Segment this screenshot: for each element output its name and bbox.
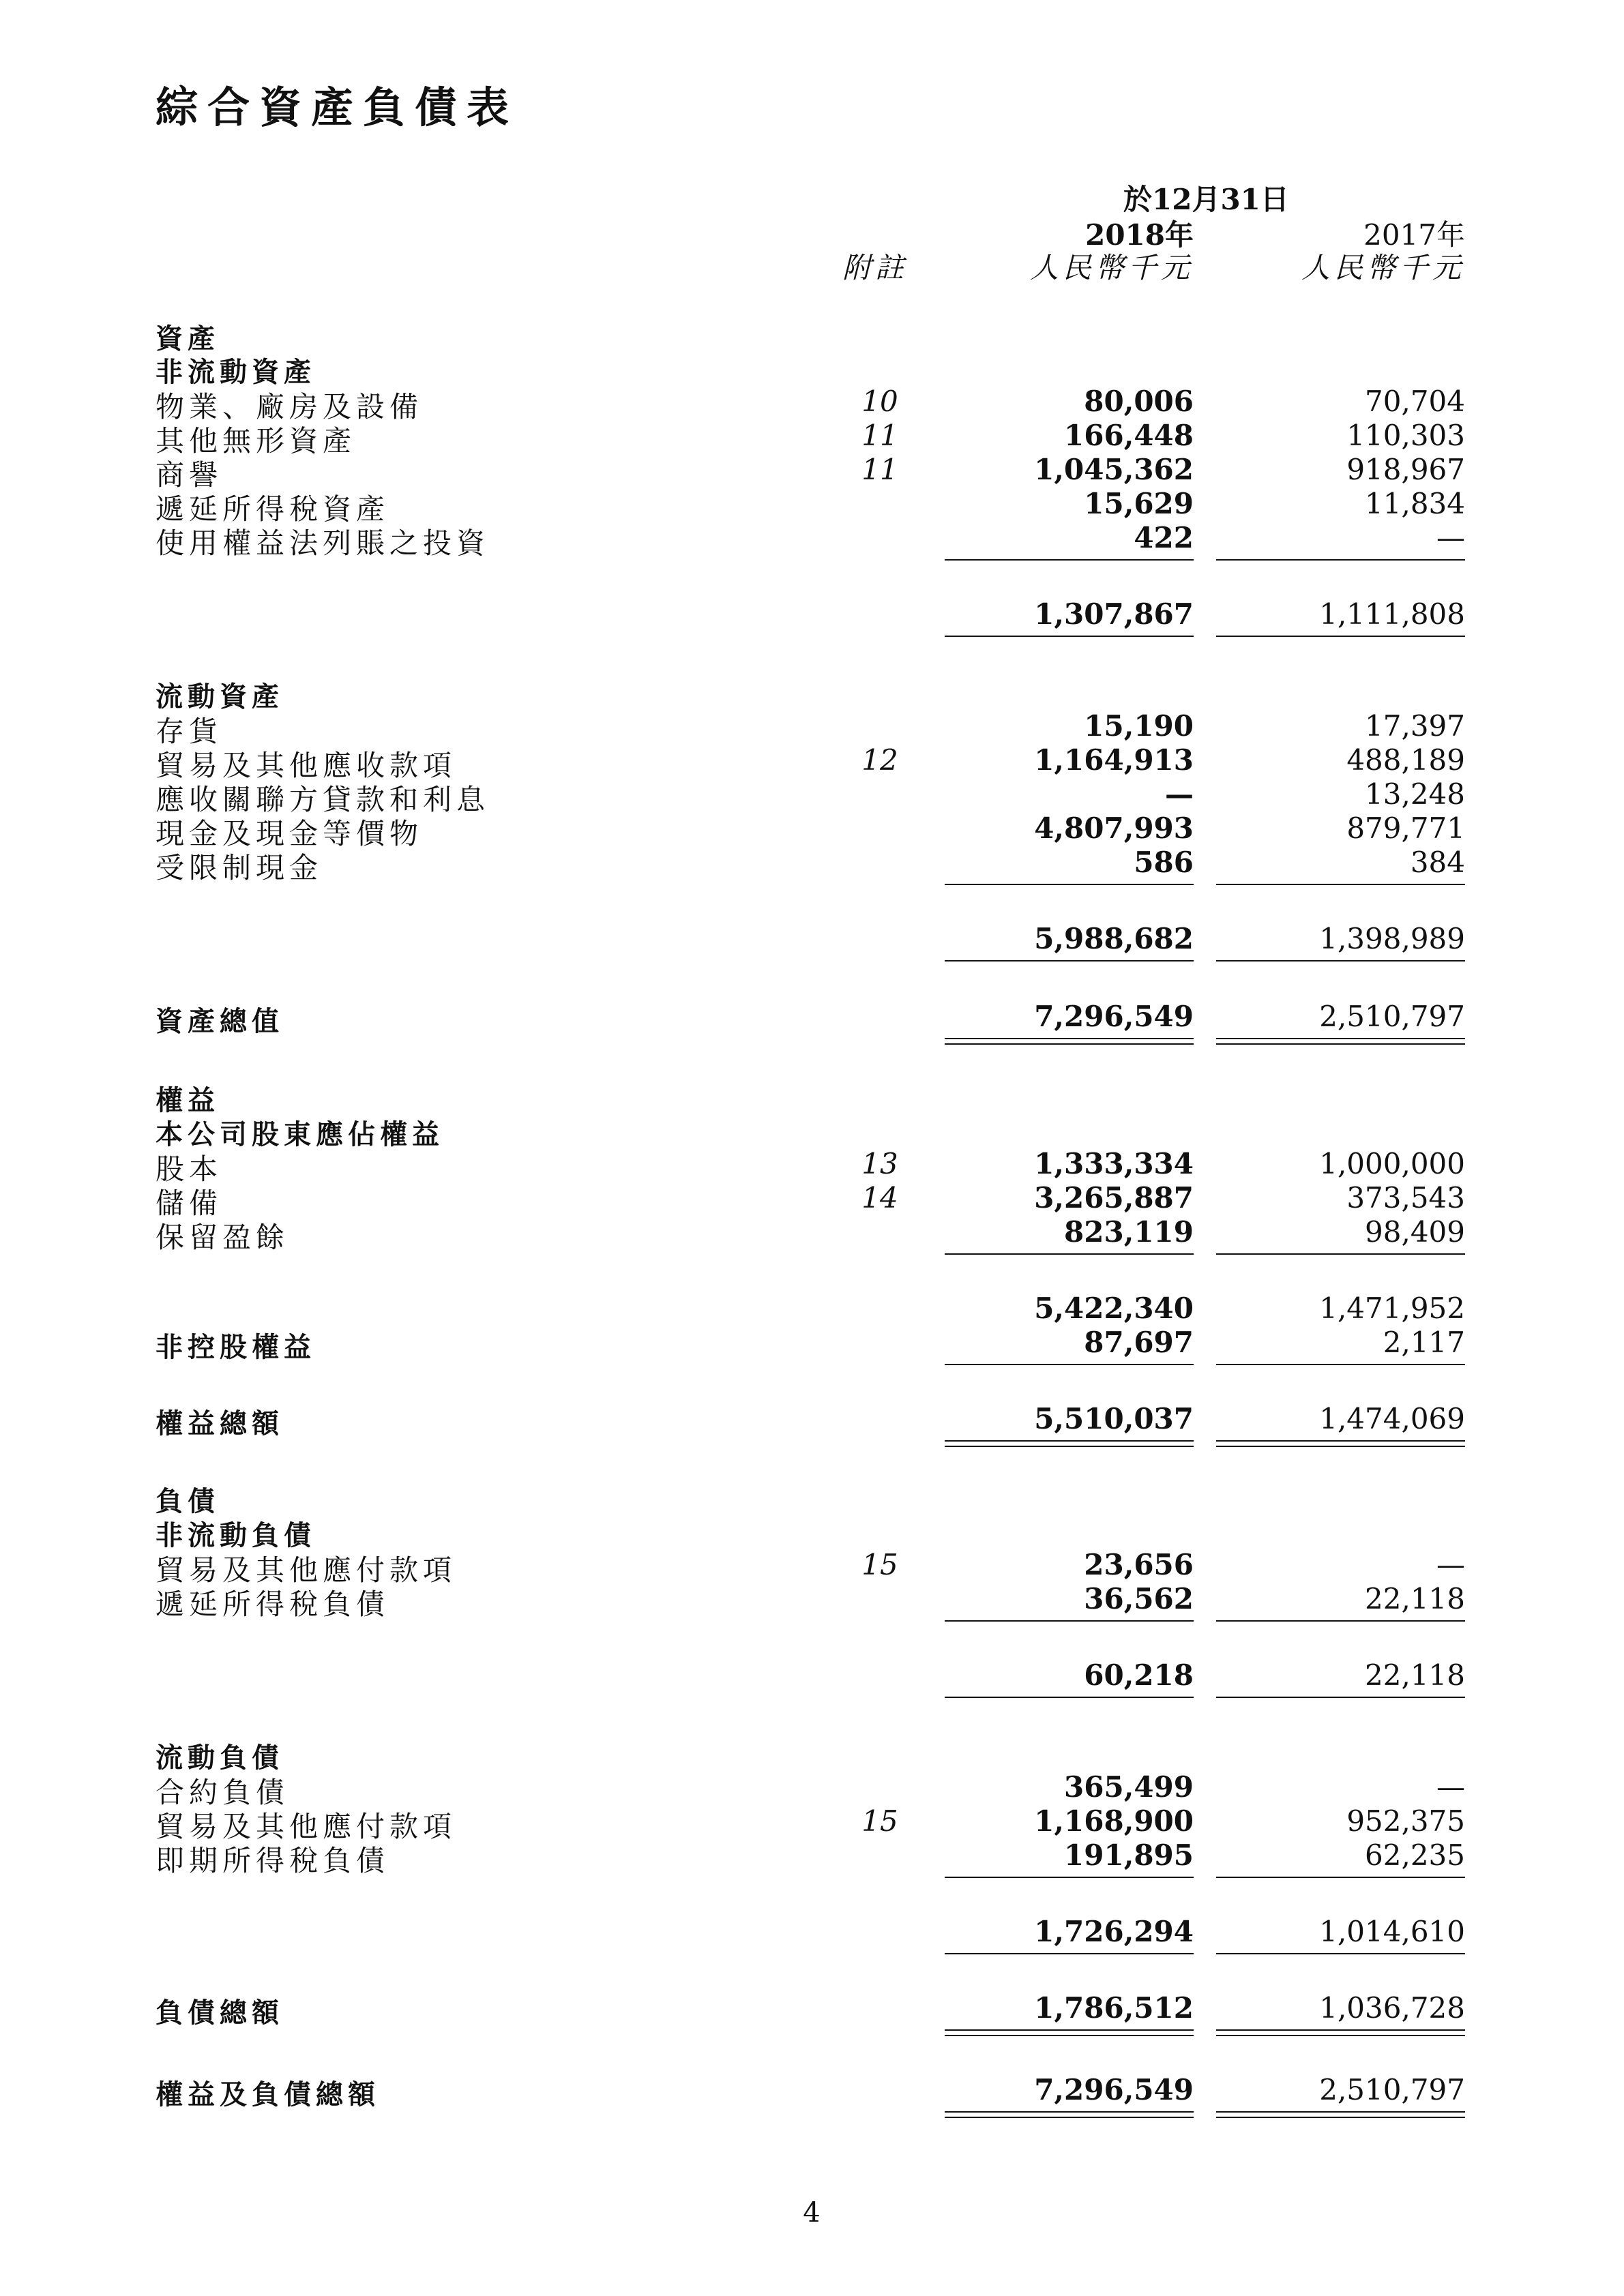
- table-row: [0, 385, 1624, 423]
- note-ref: 15: [861, 1548, 898, 1581]
- subtotal-rule: [1216, 884, 1465, 885]
- value-2018: 3,265,887: [1034, 1181, 1194, 1214]
- table-row: [0, 1991, 1624, 2029]
- double-underline: [1216, 1440, 1465, 1447]
- table-row: [0, 922, 1624, 956]
- value-2018: 7,296,549: [1034, 1000, 1194, 1033]
- table-row: [0, 351, 1624, 388]
- section-label: 本公司股東應佔權益: [156, 1119, 444, 1150]
- table-row: [0, 1770, 1624, 1809]
- value-2018: 15,190: [1084, 709, 1194, 743]
- table-row: [0, 1181, 1624, 1220]
- year-2017-header: 2017年: [1363, 218, 1465, 252]
- subtotal-rule: [1216, 1697, 1465, 1698]
- value-2018: 365,499: [1064, 1770, 1194, 1804]
- value-2017: 98,409: [1365, 1215, 1465, 1249]
- value-2018: 87,697: [1084, 1326, 1194, 1359]
- table-row: [0, 1582, 1624, 1621]
- table-row: [0, 811, 1624, 850]
- value-2017: 13,248: [1365, 777, 1465, 811]
- value-2018: 7,296,549: [1034, 2073, 1194, 2106]
- value-2018: 1,045,362: [1034, 453, 1194, 486]
- table-row: [0, 597, 1624, 631]
- section-label: 流動負債: [156, 1742, 284, 1774]
- table-row: [0, 521, 1624, 560]
- table-row: [0, 1215, 1624, 1254]
- section-label: 權益及負債總額: [156, 2079, 380, 2111]
- section-label: 權益總額: [156, 1408, 284, 1440]
- value-2018: 1,726,294: [1034, 1915, 1194, 1948]
- value-2017: —: [1436, 1770, 1465, 1804]
- section-label: 負債: [156, 1486, 220, 1517]
- table-row: [0, 1292, 1624, 1326]
- value-2018: 191,895: [1064, 1838, 1194, 1872]
- row-label: 遞延所得稅資產: [156, 492, 390, 526]
- note-ref: 14: [861, 1181, 898, 1214]
- subtotal-rule: [1216, 1364, 1465, 1365]
- value-2017: 373,543: [1346, 1181, 1465, 1214]
- value-2018: 823,119: [1064, 1215, 1194, 1249]
- subtotal-rule: [1216, 1953, 1465, 1954]
- value-2017: 1,014,610: [1319, 1915, 1465, 1948]
- subtotal-rule: [945, 1877, 1194, 1878]
- table-row: [0, 2073, 1624, 2111]
- value-2017: —: [1436, 1548, 1465, 1581]
- value-2017: 384: [1410, 846, 1465, 879]
- table-row: [0, 1548, 1624, 1587]
- note-ref: 15: [861, 1804, 898, 1838]
- section-label: 權益: [156, 1085, 220, 1116]
- year-2018-header: 2018年: [1085, 218, 1194, 252]
- table-row: [0, 1147, 1624, 1186]
- double-underline: [945, 2111, 1194, 2118]
- value-2017: 1,474,069: [1319, 1402, 1465, 1435]
- section-label: 非流動資產: [156, 357, 316, 388]
- row-label: 保留盈餘: [156, 1221, 290, 1254]
- table-row: [0, 453, 1624, 492]
- table-row: [0, 1915, 1624, 1949]
- value-2017: 11,834: [1365, 487, 1465, 520]
- row-label: 貿易及其他應付款項: [156, 1553, 457, 1587]
- row-label: 其他無形資產: [156, 424, 357, 458]
- double-underline: [945, 1440, 1194, 1447]
- subtotal-rule: [945, 1620, 1194, 1622]
- currency-2018-header: 人民幣千元: [1029, 251, 1194, 284]
- subtotal-rule: [945, 960, 1194, 961]
- value-2018: 5,422,340: [1034, 1292, 1194, 1325]
- table-row: [0, 487, 1624, 526]
- subtotal-rule: [945, 1253, 1194, 1255]
- double-underline: [1216, 2029, 1465, 2036]
- table-row: [0, 1804, 1624, 1843]
- currency-2017-header: 人民幣千元: [1301, 251, 1465, 284]
- row-label: 使用權益法列賬之投資: [156, 526, 490, 560]
- section-label: 流動資產: [156, 681, 284, 713]
- row-label: 存貨: [156, 715, 223, 748]
- note-ref: 12: [861, 743, 898, 777]
- note-ref: 13: [861, 1147, 898, 1180]
- subtotal-rule: [945, 1697, 1194, 1698]
- double-underline: [1216, 2111, 1465, 2118]
- row-label: 即期所得稅負債: [156, 1844, 390, 1877]
- subtotal-rule: [945, 1953, 1194, 1954]
- double-underline: [945, 2029, 1194, 2036]
- value-2017: 879,771: [1346, 811, 1465, 845]
- value-2018: 1,786,512: [1034, 1991, 1194, 2025]
- table-row: [0, 317, 1624, 355]
- value-2018: 5,988,682: [1034, 922, 1194, 955]
- row-label: 物業、廠房及設備: [156, 390, 424, 423]
- value-2017: 70,704: [1365, 385, 1465, 418]
- row-label: 合約負債: [156, 1776, 290, 1809]
- table-row: [0, 675, 1624, 713]
- subtotal-rule: [1216, 960, 1465, 961]
- table-row: [0, 743, 1624, 782]
- page-number: 4: [803, 2197, 821, 2228]
- table-row: [0, 1736, 1624, 1774]
- value-2017: 22,118: [1365, 1658, 1465, 1692]
- subtotal-rule: [1216, 1253, 1465, 1255]
- value-2018: 80,006: [1084, 385, 1194, 418]
- row-label: 儲備: [156, 1187, 223, 1220]
- value-2018: 36,562: [1084, 1582, 1194, 1615]
- value-2018: 1,307,867: [1034, 597, 1194, 631]
- value-2017: 1,000,000: [1319, 1147, 1465, 1180]
- row-label: 受限制現金: [156, 851, 323, 884]
- value-2017: 952,375: [1346, 1804, 1465, 1838]
- table-row: [0, 1402, 1624, 1440]
- value-2018: 1,333,334: [1034, 1147, 1194, 1180]
- table-row: [0, 1326, 1624, 1363]
- table-row: [0, 1658, 1624, 1693]
- row-label: 現金及現金等價物: [156, 817, 424, 850]
- value-2018: 5,510,037: [1034, 1402, 1194, 1435]
- table-row: [0, 1000, 1624, 1037]
- table-row: [0, 1514, 1624, 1551]
- page-title: 綜合資產負債表: [156, 83, 519, 132]
- value-2018: 166,448: [1064, 419, 1194, 452]
- subtotal-rule: [945, 884, 1194, 885]
- note-ref: 11: [861, 453, 898, 486]
- value-2017: 488,189: [1346, 743, 1465, 777]
- subtotal-rule: [1216, 636, 1465, 637]
- row-label: 股本: [156, 1152, 223, 1186]
- value-2017: 110,303: [1346, 419, 1465, 452]
- value-2018: 60,218: [1084, 1658, 1194, 1692]
- value-2017: 918,967: [1346, 453, 1465, 486]
- table-row: [0, 1113, 1624, 1150]
- subtotal-rule: [1216, 559, 1465, 561]
- section-label: 資產總值: [156, 1006, 284, 1037]
- section-label: 非控股權益: [156, 1332, 316, 1363]
- subtotal-rule: [945, 559, 1194, 561]
- value-2017: 1,398,989: [1319, 922, 1465, 955]
- value-2018: 23,656: [1084, 1548, 1194, 1581]
- note-ref: 11: [861, 419, 898, 452]
- value-2018: 1,168,900: [1034, 1804, 1194, 1838]
- value-2017: 22,118: [1365, 1582, 1465, 1615]
- table-row: [0, 846, 1624, 884]
- value-2018: —: [1165, 777, 1194, 811]
- value-2017: —: [1436, 521, 1465, 554]
- double-underline: [1216, 1038, 1465, 1045]
- value-2017: 1,036,728: [1319, 1991, 1465, 2025]
- row-label: 應收關聯方貸款和利息: [156, 783, 490, 816]
- row-label: 貿易及其他應收款項: [156, 749, 457, 782]
- subtotal-rule: [1216, 1877, 1465, 1878]
- section-label: 負債總額: [156, 1997, 284, 2029]
- subtotal-rule: [1216, 1620, 1465, 1622]
- value-2017: 17,397: [1365, 709, 1465, 743]
- note-ref: 10: [861, 385, 898, 418]
- double-underline: [945, 1038, 1194, 1045]
- table-row: [0, 419, 1624, 458]
- value-2018: 15,629: [1084, 487, 1194, 520]
- value-2017: 2,117: [1383, 1326, 1465, 1359]
- value-2017: 2,510,797: [1319, 2073, 1465, 2106]
- section-label: 資產: [156, 323, 220, 355]
- period-header: 於12月31日: [1123, 183, 1289, 216]
- row-label: 商譽: [156, 458, 223, 492]
- table-row: [0, 709, 1624, 748]
- section-label: 非流動負債: [156, 1520, 316, 1551]
- value-2018: 586: [1134, 846, 1194, 879]
- value-2017: 62,235: [1365, 1838, 1465, 1872]
- value-2017: 1,111,808: [1319, 597, 1465, 631]
- value-2018: 422: [1134, 521, 1194, 554]
- value-2018: 1,164,913: [1034, 743, 1194, 777]
- note-column-header: 附註: [842, 251, 909, 284]
- table-row: [0, 1079, 1624, 1116]
- subtotal-rule: [945, 1364, 1194, 1365]
- value-2017: 1,471,952: [1319, 1292, 1465, 1325]
- table-row: [0, 1838, 1624, 1877]
- value-2018: 4,807,993: [1034, 811, 1194, 845]
- table-row: [0, 777, 1624, 816]
- row-label: 遞延所得稅負債: [156, 1587, 390, 1621]
- subtotal-rule: [945, 636, 1194, 637]
- row-label: 貿易及其他應付款項: [156, 1810, 457, 1843]
- table-row: [0, 1480, 1624, 1517]
- value-2017: 2,510,797: [1319, 1000, 1465, 1033]
